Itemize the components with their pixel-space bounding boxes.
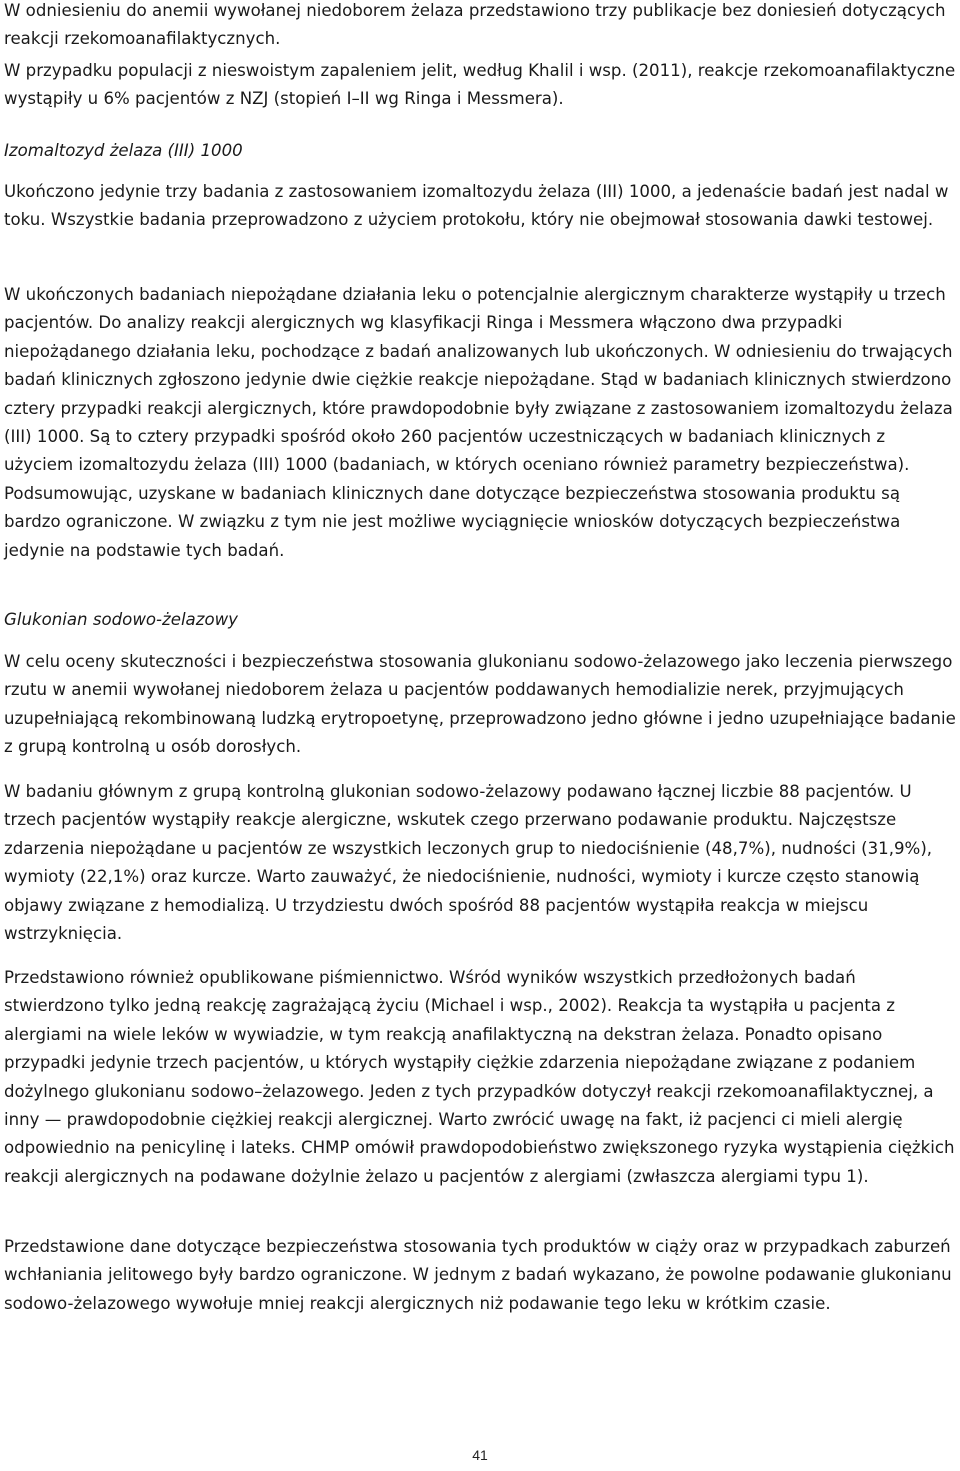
paragraph-gluconate-study-design: W celu oceny skuteczności i bezpieczeństwa stosowania glukonianu sodowo-żelazowego jako leczenia pierwszego rzutu w anemii wywołanej niedoborem żelaza u pacjentów poddawanych hemodializie nerek, przyjmujących uzupełniającą rekombinowaną ludzką erytropoetynę, przeprowadzono jedno główne i jedno uzupełniające badanie z grupą kontrolną u osób dorosłych. bbox=[4, 652, 956, 757]
paragraph-pregnancy-data: Przedstawione dane dotyczące bezpieczeństwa stosowania tych produktów w ciąży oraz w przypadkach zaburzeń wchłaniania jelitowego były bardzo ograniczone. W jednym z badań wykazano, że powolne podawanie glukonianu sodowo-żelazowego wywołuje mniej reakcji alergicznych niż podawanie tego leku w krótkim czasie. bbox=[4, 1237, 952, 1313]
page-number: 41 bbox=[472, 1447, 488, 1463]
paragraph-anemia-publications: W odniesieniu do anemii wywołanej niedoborem żelaza przedstawiono trzy publikacje bez doniesień dotyczących reakcji rzekomoanafilaktycznych. bbox=[4, 1, 946, 49]
paragraph-ibd-population: W przypadku populacji z nieswoistym zapaleniem jelit, według Khalil i wsp. (2011), reakcje rzekomoanafilaktyczne wystąpiły u 6% pacjentów z NZJ (stopień I–II wg Ringa i Messmera). bbox=[4, 61, 956, 109]
paragraph-isomaltoside-reactions: W ukończonych badaniach niepożądane działania leku o potencjalnie alergicznym charakterze wystąpiły u trzech pacjentów. Do analizy reakcji alergicznych wg klasyfikacji Ringa i Messmera włączono dwa przypadki niepożądanego działania leku, pochodzące z badań analizowanych lub ukończonych. W odniesieniu do trwających badań klinicznych zgłoszono jedynie dwie ciężkie reakcje niepożądane. Stąd w badaniach klinicznych stwierdzono cztery przypadki reakcji alergicznych, które prawdopodobnie były związane z zastosowaniem izomaltozydu żelaza (III) 1000. Są to cztery przypadki spośród około 260 pacjentów uczestniczących w badaniach klinicznych z użyciem izomaltozydu żelaza (III) 1000 (badaniach, w których oceniano również parametry bezpieczeństwa). Podsumowując, uzyskane w badaniach klinicznych dane dotyczące bezpieczeństwa stosowania produktu są bardzo ograniczone. W związku z tym nie jest możliwe wyciągnięcie wniosków dotyczących bezpieczeństwa jedynie na podstawie tych badań. bbox=[4, 285, 953, 560]
paragraph-published-literature: Przedstawiono również opublikowane piśmiennictwo. Wśród wyników wszystkich przedłożonych badań stwierdzono tylko jedną reakcję zagrażającą życiu (Michael i wsp., 2002). Reakcja ta wystąpiła u pacjenta z alergiami na wiele leków w wywiadzie, w tym reakcją anafilaktyczną na dekstran żelaza. Ponadto opisano przypadki jedynie trzech pacjentów, u których wystąpiły ciężkie zdarzenia niepożądane związane z podaniem dożylnego glukonianu sodowo–żelazowego. Jeden z tych przypadków dotyczył reakcji rzekomoanafilaktycznej, a inny — prawdopodobnie ciężkiej reakcji alergicznej. Warto zwrócić uwagę na fakt, iż pacjenci ci mieli alergię odpowiednio na penicylinę i lateks. CHMP omówił prawdopodobieństwo zwiększonego ryzyka wystąpienia ciężkich reakcji alergicznych na podawane dożylnie żelazo u pacjentów z alergiami (zwłaszcza alergiami typu 1). bbox=[4, 968, 955, 1186]
section-heading-iron-isomaltoside: Izomaltozyd żelaza (III) 1000 bbox=[4, 141, 243, 160]
section-heading-sodium-ferric-gluconate: Glukonian sodowo-żelazowy bbox=[4, 610, 238, 629]
paragraph-isomaltoside-studies: Ukończono jedynie trzy badania z zastosowaniem izomaltozydu żelaza (III) 1000, a jedenaście badań jest nadal w toku. Wszystkie badania przeprowadzono z użyciem protokołu, który nie obejmował stosowania dawki testowej. bbox=[4, 182, 949, 230]
paragraph-gluconate-main-study: W badaniu głównym z grupą kontrolną glukonian sodowo-żelazowy podawano łącznej liczbie 88 pacjentów. U trzech pacjentów wystąpiły reakcje alergiczne, wskutek czego przerwano podawanie produktu. Najczęstsze zdarzenia niepożądane u pacjentów ze wszystkich leczonych grup to niedociśnienie (48,7%), nudności (31,9%), wymioty (22,1%) oraz kurcze. Warto zauważyć, że niedociśnienie, nudności, wymioty i kurcze często stanowią objawy związane z hemodializą. U trzydziestu dwóch spośród 88 pacjentów wystąpiła reakcja w miejscu wstrzyknięcia. bbox=[4, 782, 933, 944]
